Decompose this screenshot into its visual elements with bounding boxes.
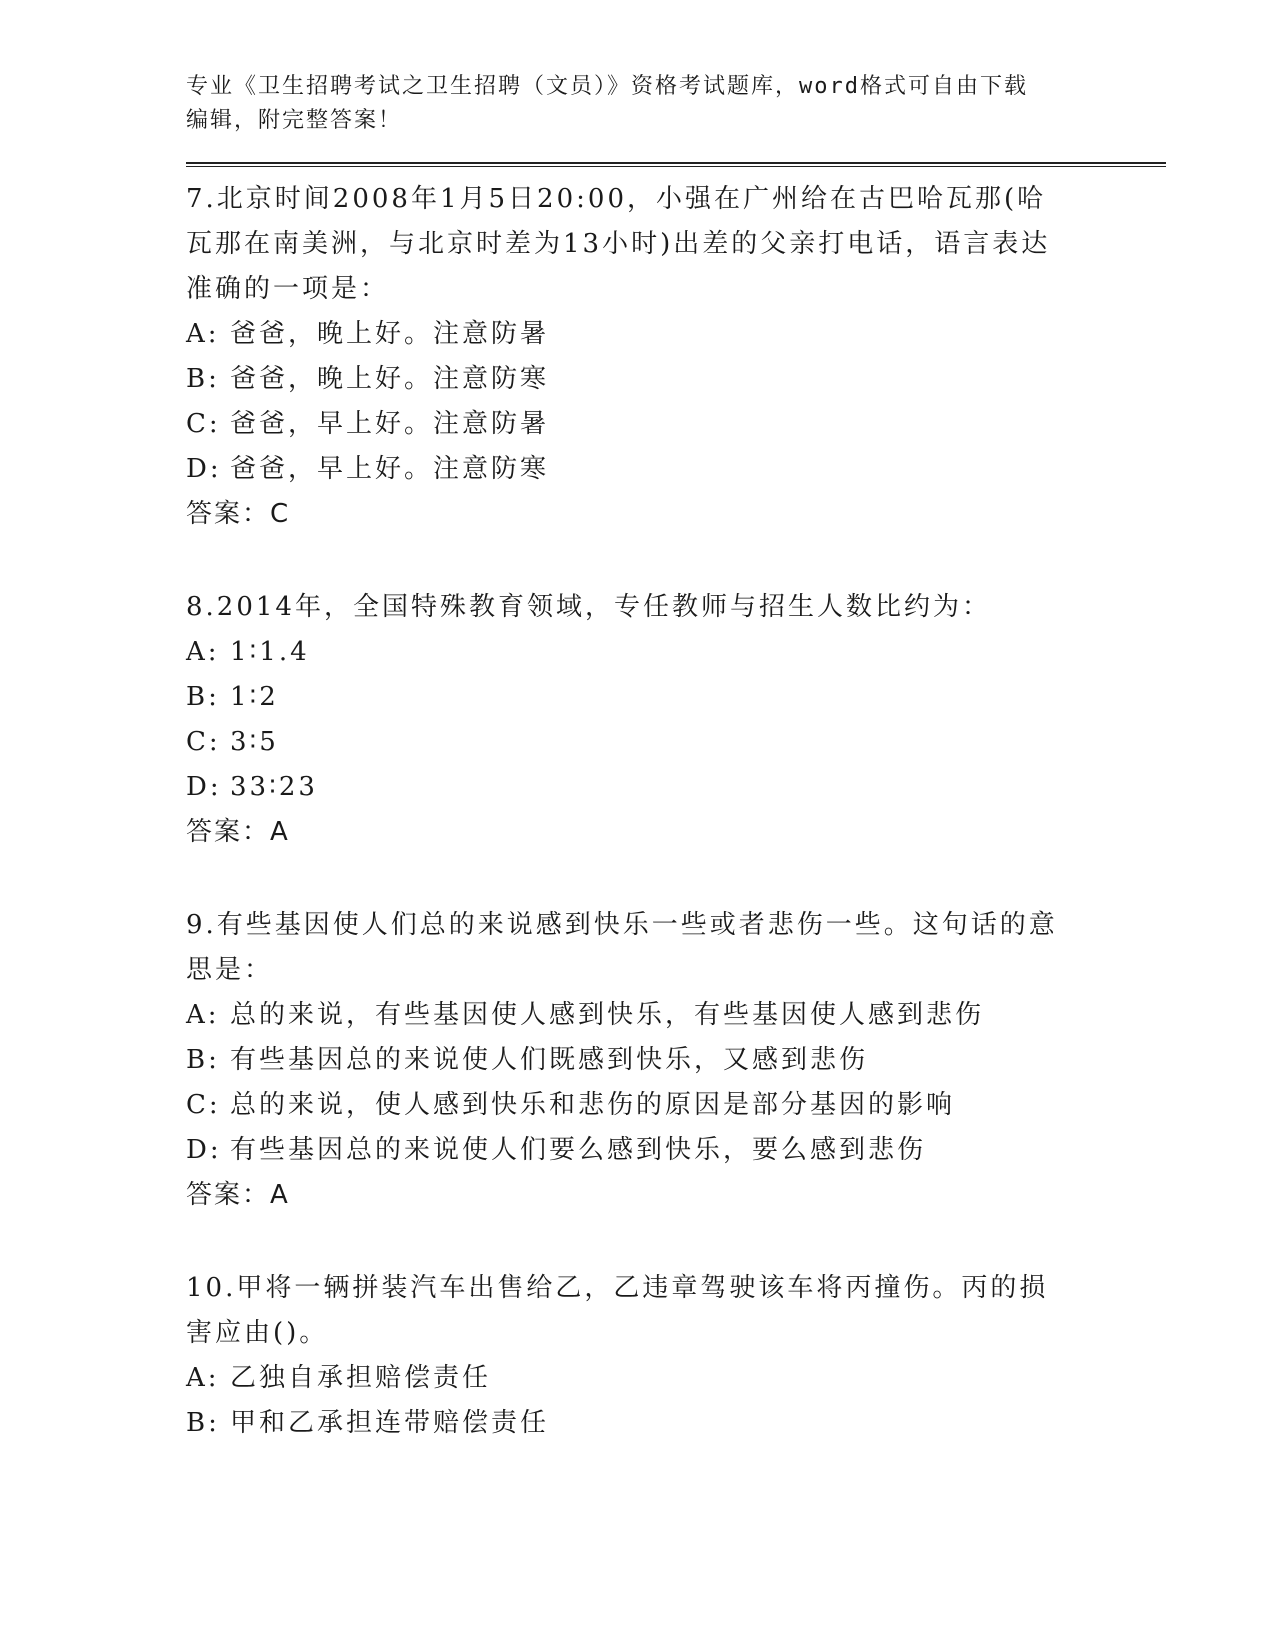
- option-a: [186, 1356, 1166, 1401]
- option-d: [186, 1128, 1166, 1173]
- option-text: 爸爸，早上好。注意防暑: [230, 409, 550, 439]
- option-text: 1∶1.4: [230, 637, 310, 667]
- option-c: [186, 402, 1166, 447]
- option-letter: B:: [186, 682, 220, 712]
- option-b: [186, 1038, 1166, 1083]
- header-line-1: 专业《卫生招聘考试之卫生招聘（文员）》资格考试题库，word格式可自由下载: [186, 74, 1028, 99]
- header-line-2: 编辑，附完整答案！: [186, 108, 403, 133]
- option-c: [186, 1083, 1166, 1128]
- option-a: [186, 630, 1166, 675]
- question-8: [186, 585, 1166, 855]
- question-text: 9.有些基因使人们总的来说感到快乐一些或者悲伤一些。这句话的意思是：: [186, 910, 1058, 985]
- option-text: 甲和乙承担连带赔偿责任: [230, 1408, 550, 1438]
- option-letter: B:: [186, 364, 220, 394]
- document-header: [186, 70, 1086, 138]
- question-text: 8.2014年，全国特殊教育领域，专任教师与招生人数比约为：: [186, 592, 991, 622]
- question-10: [186, 1266, 1166, 1446]
- option-c: [186, 720, 1166, 765]
- option-letter: B:: [186, 1045, 220, 1075]
- option-d: [186, 765, 1166, 810]
- option-letter: C:: [186, 1090, 221, 1120]
- option-text: 3∶5: [230, 727, 279, 757]
- option-letter: D:: [186, 454, 222, 484]
- option-text: 乙独自承担赔偿责任: [230, 1363, 492, 1393]
- option-letter: D:: [186, 772, 222, 802]
- option-letter: D:: [186, 1135, 222, 1165]
- answer-text: 答案：A: [186, 1180, 290, 1210]
- document-page: [186, 70, 1166, 1446]
- option-letter: A:: [186, 1363, 220, 1393]
- option-text: 33∶23: [230, 772, 318, 802]
- option-letter: A:: [186, 1000, 220, 1030]
- question-9: [186, 903, 1166, 1218]
- option-text: 总的来说，有些基因使人感到快乐，有些基因使人感到悲伤: [230, 1000, 985, 1030]
- option-a: [186, 993, 1166, 1038]
- option-letter: C:: [186, 409, 221, 439]
- option-letter: A:: [186, 637, 220, 667]
- option-d: [186, 447, 1166, 492]
- option-text: 有些基因总的来说使人们既感到快乐，又感到悲伤: [230, 1045, 869, 1075]
- option-text: 总的来说，使人感到快乐和悲伤的原因是部分基因的影响: [230, 1090, 956, 1120]
- answer-text: 答案：A: [186, 817, 290, 847]
- option-b: [186, 357, 1166, 402]
- option-b: [186, 675, 1166, 720]
- option-letter: B:: [186, 1408, 220, 1438]
- option-b: [186, 1401, 1166, 1446]
- question-7: [186, 177, 1166, 537]
- option-letter: A:: [186, 319, 220, 349]
- question-text: 7.北京时间2008年1月5日20:00，小强在广州给在古巴哈瓦那(哈瓦那在南美洲，与北京时差为13小时)出差的父亲打电话，语言表达准确的一项是：: [186, 184, 1051, 304]
- answer-text: 答案：C: [186, 499, 291, 529]
- option-text: 爸爸，晚上好。注意防暑: [230, 319, 550, 349]
- header-divider: [186, 162, 1166, 167]
- option-letter: C:: [186, 727, 221, 757]
- question-text: 10.甲将一辆拼装汽车出售给乙，乙违章驾驶该车将丙撞伤。丙的损害应由()。: [186, 1273, 1049, 1348]
- option-a: [186, 312, 1166, 357]
- option-text: 1∶2: [230, 682, 279, 712]
- option-text: 有些基因总的来说使人们要么感到快乐，要么感到悲伤: [230, 1135, 927, 1165]
- option-text: 爸爸，晚上好。注意防寒: [230, 364, 550, 394]
- option-text: 爸爸，早上好。注意防寒: [230, 454, 550, 484]
